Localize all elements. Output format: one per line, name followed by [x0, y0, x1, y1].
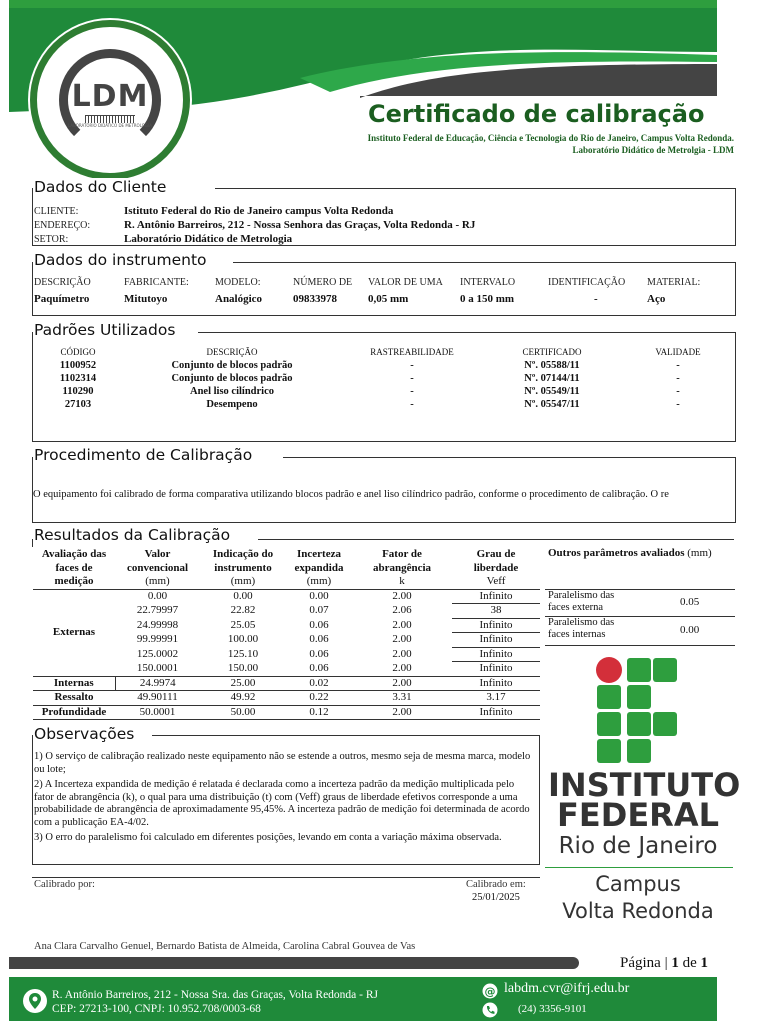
instrument-value: 0 a 150 mm: [460, 293, 515, 305]
if-name-line3: Rio de Janeiro: [558, 833, 718, 859]
calibrators-names: Ana Clara Carvalho Genuel, Bernardo Batista de Almeida, Carolina Cabral Gouvea de Vas: [34, 941, 416, 952]
instrument-value: Aço: [647, 293, 666, 305]
col-header: RASTREABILIDADE: [370, 347, 454, 357]
table-row: 1100952 Conjunto de blocos padrão - Nº. 05588/11 -: [59, 360, 680, 371]
table-row: 27103 Desempeno - Nº. 05547/11 -: [64, 399, 680, 410]
col-header: DESCRIÇÃO: [206, 347, 258, 357]
observations-list: [34, 751, 536, 845]
sector-label: SETOR:: [34, 234, 69, 245]
col-header: Indicação do instrumento (mm): [200, 548, 286, 589]
externas-label: Externas: [33, 589, 115, 676]
client-heading: Dados do Cliente: [34, 178, 172, 196]
instrument-value: 0,05 mm: [368, 293, 409, 305]
sector-value: Laboratório Didático de Metrologia: [124, 233, 293, 245]
list-item: 2) A Incerteza expandida de medição é relatada é declarada como a incerteza padrão da medição multiplicada pelo fator de abrangência (k), o qual para uma distribuição (t) com (Veff) graus de liberdade efetivos corresponde a uma probabilidade de abrangência de aproximadamente 95,45%. A incerteza padrão de medição foi determinada de acordo com a publicação EA-4/02.: [34, 779, 530, 828]
other-params-title: Outros parâmetros avaliados (mm): [548, 547, 712, 559]
calibration-date: 25/01/2025: [472, 892, 520, 903]
parallelism-internal-value: 0.00: [680, 624, 700, 636]
parallelism-external-value: 0.05: [680, 596, 700, 608]
table-row: Ressalto 49.90111 49.92 0.22 3.31 3.17: [33, 691, 540, 706]
instrument-value: -: [594, 293, 598, 305]
col-header: CERTIFICADO: [522, 347, 582, 357]
if-logo-icon: [596, 657, 686, 767]
parallelism-external-label: Paralelismo das faces externa: [548, 590, 615, 613]
table-row: 1102314 Conjunto de blocos padrão - Nº. 07144/11 -: [59, 373, 680, 384]
instrument-label: DESCRIÇÃO: [34, 277, 91, 288]
certificate-title: Certificado de calibração: [368, 100, 705, 128]
if-name-line2: FEDERAL: [557, 796, 719, 834]
instrument-value: Analógico: [215, 293, 263, 305]
table-row: 110290 Anel liso cilíndrico - Nº. 05549/11 -: [62, 386, 680, 397]
instrument-heading: Dados do instrumento: [34, 251, 213, 269]
if-name-line1: INSTITUTO: [548, 766, 741, 804]
footer-cep: CEP: 27213-100, CNPJ: 10.952.708/0003-68: [52, 1003, 261, 1015]
parallelism-internal-label: Paralelismo das faces internas: [548, 617, 615, 640]
instrument-label: FABRICANTE:: [124, 277, 189, 288]
list-item: 3) O erro do paralelismo foi calculado em diferentes posições, levando em conta a variação máxima observada.: [34, 832, 502, 843]
col-header: Avaliação das faces de medição: [33, 548, 115, 589]
observations-heading: Observações: [34, 725, 140, 743]
table-row: 22.79997 22.82 0.07 2.06 38: [33, 604, 540, 619]
client-value: Istituto Federal do Rio de Janeiro campus Volta Redonda: [124, 205, 394, 217]
page-number: Página | 1 de 1: [620, 955, 708, 971]
table-row: 99.99991 100.00 0.06 2.00 Infinito: [33, 633, 540, 648]
svg-text:@: @: [484, 985, 496, 998]
instrument-label: MATERIAL:: [647, 277, 701, 288]
col-header: Incerteza expandida (mm): [286, 548, 352, 589]
instrument-value: Mitutoyo: [124, 293, 168, 305]
col-header: Grau de liberdade Veff: [452, 548, 540, 589]
footer-address: R. Antônio Barreiros, 212 - Nossa Sra. das Graças, Volta Redonda - RJ: [52, 989, 379, 1001]
table-row: Externas 0.00 0.00 0.00 2.00 Infinito: [33, 589, 540, 604]
table-row: 24.99998 25.05 0.06 2.00 Infinito: [33, 618, 540, 633]
results-table: [33, 548, 540, 720]
logo-scale-icon: [85, 115, 135, 123]
standards-table: [34, 346, 734, 411]
footer-phone[interactable]: (24) 3356-9101: [518, 1003, 587, 1015]
location-pin-icon: [22, 988, 48, 1014]
list-item: 1) O serviço de calibração realizado neste equipamento não se estende a outros, mesmo seja de mesma marca, modelo ou lote;: [34, 751, 531, 775]
phone-icon: [482, 1002, 498, 1018]
table-row: 150.0001 150.00 0.06 2.00 Infinito: [33, 662, 540, 677]
standards-heading: Padrões Utilizados: [34, 321, 181, 339]
client-label: CLIENTE:: [34, 206, 79, 217]
instrument-value: 09833978: [293, 293, 337, 305]
campus-name: Volta Redonda: [562, 899, 714, 923]
col-header: CÓDIGO: [60, 347, 96, 357]
instrument-value: Paquímetro: [34, 293, 90, 305]
instrument-fields: [34, 277, 734, 311]
calibrated-on-label: Calibrado em:: [466, 879, 526, 890]
logo-text: LDM: [71, 79, 149, 114]
address-label: ENDEREÇO:: [34, 220, 91, 231]
header-subtitle-institute: Instituto Federal de Educação, Ciência e Tecnologia do Rio de Janeiro, Campus Volta Redonda.: [367, 133, 734, 143]
address-value: R. Antônio Barreiros, 212 - Nossa Senhora das Graças, Volta Redonda - RJ: [124, 219, 476, 231]
instrument-label: MODELO:: [215, 277, 261, 288]
instrument-label: NÚMERO DE: [293, 277, 353, 288]
instrument-label: VALOR DE UMA: [368, 277, 443, 288]
ldm-logo: [30, 20, 190, 180]
footer-accent-bar: [9, 957, 579, 969]
table-row: 125.0002 125.10 0.06 2.00 Infinito: [33, 647, 540, 662]
footer-email[interactable]: labdm.cvr@ifrj.edu.br: [504, 981, 630, 996]
col-header: Fator de abrangência k: [352, 548, 452, 589]
campus-label: Campus: [595, 872, 681, 896]
procedure-heading: Procedimento de Calibração: [34, 446, 258, 464]
table-row: Internas 24.9974 25.00 0.02 2.00 Infinito: [33, 676, 540, 691]
col-header: Valor convencional (mm): [115, 548, 200, 589]
header-subtitle-lab: Laboratório Didático de Metrolgia - LDM: [572, 145, 734, 155]
results-heading: Resultados da Calibração: [34, 526, 236, 544]
logo-subtext: LABORATÓRIO DIDÁTICO DE METROLOGIA: [68, 123, 152, 128]
email-icon: [482, 983, 498, 999]
instrument-label: IDENTIFICAÇÃO: [548, 277, 626, 288]
col-header: VALIDADE: [655, 347, 701, 357]
procedure-text: O equipamento foi calibrado de forma comparativa utilizando blocos padrão e anel liso cilíndrico padrão, conforme o procedimento de calibração. O re: [33, 489, 669, 500]
instrument-label: INTERVALO: [460, 277, 516, 288]
table-row: Profundidade 50.0001 50.00 0.12 2.00 Infinito: [33, 705, 540, 720]
calibrated-by-label: Calibrado por:: [34, 879, 95, 890]
